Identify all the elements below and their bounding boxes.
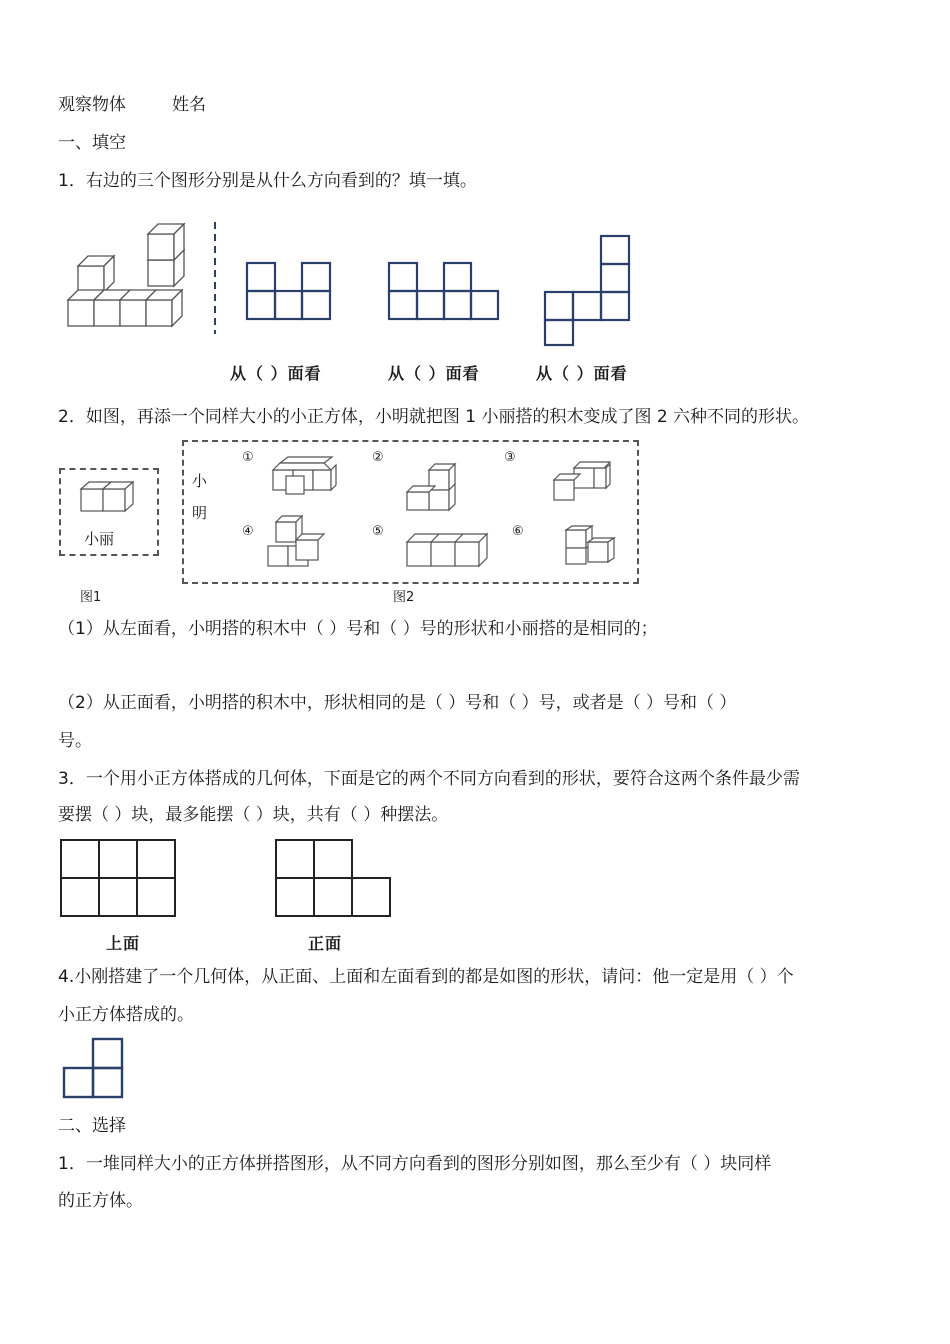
fig1-xiaoli-label: 小丽: [84, 530, 115, 548]
q3-top-label: 上面: [106, 934, 141, 953]
shape-3-cubes: [552, 462, 612, 504]
shape-number-5: ⑤: [372, 524, 384, 539]
fig1-caption: 图1: [80, 590, 102, 605]
q4-line1: 4.小刚搭建了一个几何体，从正面、上面和左面看到的都是如图的形状，请问：他一定是用（ ）个: [58, 967, 794, 987]
q4-line2: 小正方体搭成的。: [58, 1005, 194, 1025]
s2-q1-line2: 的正方体。: [58, 1191, 143, 1211]
q2-text: 2．如图，再添一个同样大小的小正方体，小明就把图 1 小丽搭的积木变成了图 2 六种不同的形状。: [58, 407, 810, 427]
shape-number-6: ⑥: [512, 524, 524, 539]
q2-sub2-line2: 号。: [58, 731, 92, 751]
q1-view-2: [388, 262, 500, 320]
shape-number-3: ③: [504, 450, 516, 465]
fig2-xiaoming-char-2: 明: [192, 504, 208, 522]
section1-heading: 一、填空: [58, 133, 126, 153]
shape-4-cubes: [266, 514, 324, 570]
q3-line1: 3．一个用小正方体搭成的几何体，下面是它的两个不同方向看到的形状，要符合这两个条件最少需: [58, 769, 800, 789]
shape-6-cubes: [564, 524, 616, 566]
q3-line2: 要摆（ ）块，最多能摆（ ）块，共有（ ）种摆法。: [58, 805, 449, 825]
shape-5-cubes: [405, 530, 487, 570]
q1-view-1: [246, 262, 332, 320]
q1-divider: [213, 222, 217, 334]
q4-view-shape: [63, 1038, 125, 1100]
q1-view-3-label: 从（ ）面看: [536, 364, 628, 383]
q3-front-label: 正面: [308, 934, 343, 953]
shape-number-4: ④: [242, 524, 254, 539]
shape-2-cubes: [405, 462, 455, 512]
fig1-cubes: [80, 480, 136, 514]
worksheet-title: 观察物体: [58, 95, 126, 115]
q2-sub1: （1）从左面看，小明搭的积木中（ ）号和（ ）号的形状和小丽搭的是相同的；: [58, 619, 658, 639]
q2-sub2-line1: （2）从正面看，小明搭的积木中，形状相同的是（ ）号和（ ）号，或者是（ ）号和（ ）: [58, 693, 737, 713]
shape-number-1: ①: [242, 450, 254, 465]
shape-number-2: ②: [372, 450, 384, 465]
section2-heading: 二、选择: [58, 1116, 126, 1136]
q1-isometric-figure: [60, 230, 200, 330]
name-label: 姓名: [172, 95, 206, 115]
q1-view-3: [544, 235, 632, 347]
fig2-xiaoming-char-1: 小: [192, 472, 208, 490]
q3-top-view: [60, 839, 178, 919]
fig2-caption: 图2: [393, 590, 415, 605]
q1-view-2-label: 从（ ）面看: [388, 364, 480, 383]
q1-text: 1．右边的三个图形分别是从什么方向看到的？填一填。: [58, 171, 477, 191]
shape-1-cubes: [272, 462, 338, 496]
s2-q1-line1: 1．一堆同样大小的正方体拼搭图形，从不同方向看到的图形分别如图，那么至少有（ ）块同样: [58, 1154, 772, 1174]
q1-view-1-label: 从（ ）面看: [230, 364, 322, 383]
q3-front-view: [275, 839, 393, 919]
